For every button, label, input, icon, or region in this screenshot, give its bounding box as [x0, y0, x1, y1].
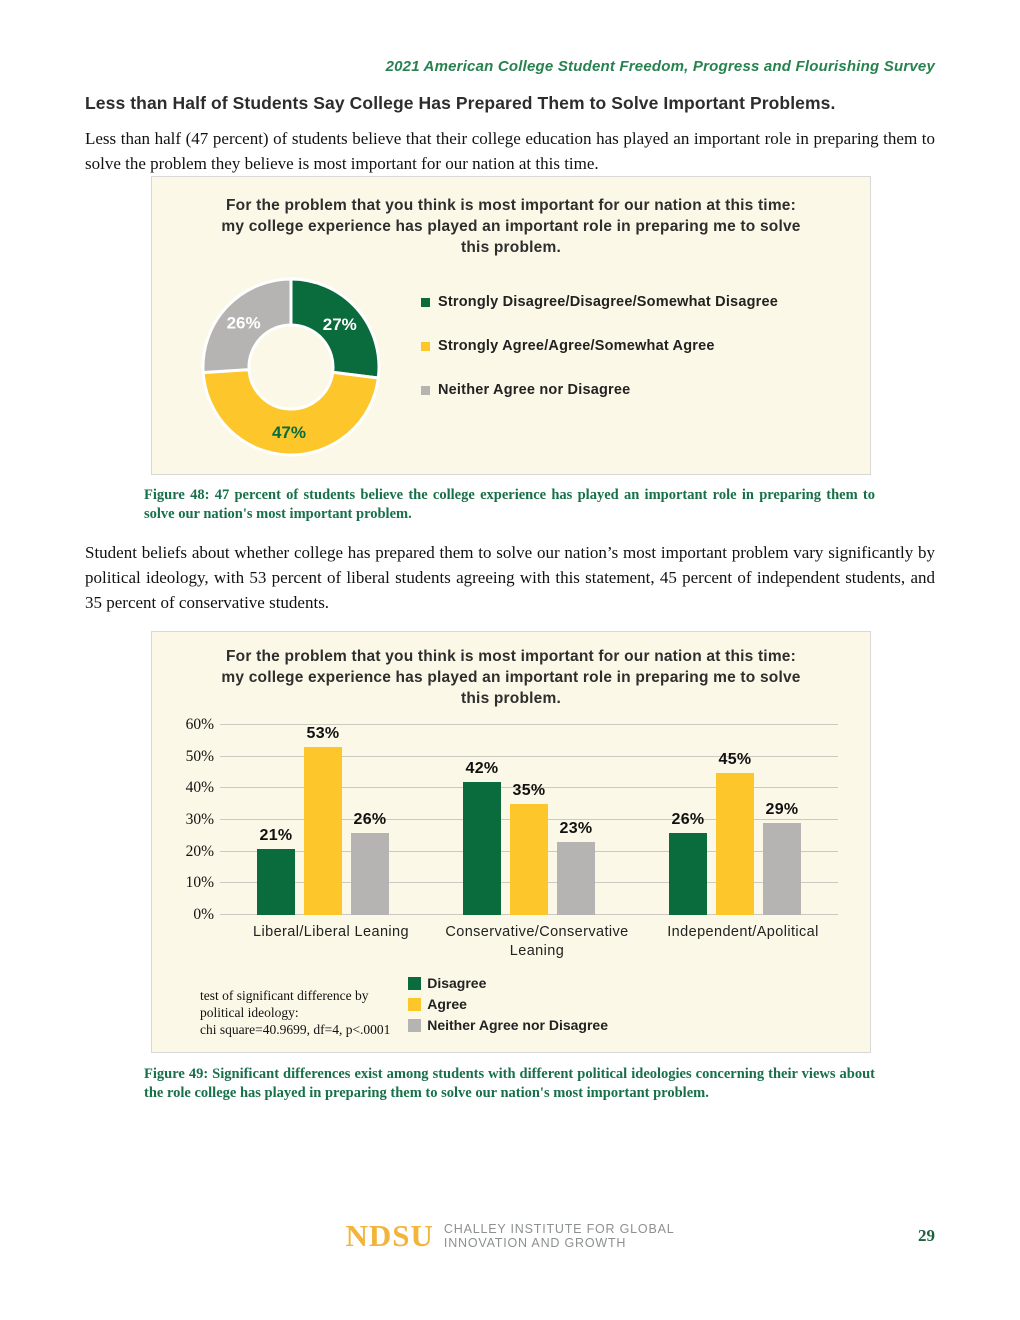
bar-column — [669, 811, 707, 915]
bar — [669, 833, 707, 915]
bar-column — [763, 801, 801, 915]
paragraph-2: Student beliefs about whether college has prepared them to solve our nation’s most important problem vary significantly by political ideology, with 53 percent of liberal students agreeing with this statement, 45 percent of independent students, and 35 percent of conservative students. — [85, 543, 935, 612]
legend-label: Strongly Disagree/Disagree/Somewhat Disagree — [438, 294, 779, 310]
y-axis-tick-label: 0% — [193, 906, 214, 923]
legend-swatch — [421, 342, 430, 351]
bar-chart-footer — [176, 975, 846, 1038]
legend-swatch — [421, 386, 430, 395]
legend-swatch — [408, 977, 421, 990]
donut-legend — [421, 272, 778, 462]
bar — [557, 842, 595, 915]
plot-area — [220, 725, 838, 915]
legend-label: Neither Agree nor Disagree — [427, 1017, 608, 1033]
bar-column — [716, 751, 754, 916]
bar-group — [257, 725, 389, 915]
bar-column — [257, 827, 295, 916]
bar-group — [669, 751, 801, 916]
legend-item — [421, 294, 778, 310]
bar-chart-card — [151, 631, 871, 1053]
y-axis-tick-label: 30% — [185, 811, 214, 828]
legend-swatch — [408, 998, 421, 1011]
legend-label: Disagree — [427, 975, 487, 991]
y-axis-tick-label: 20% — [185, 842, 214, 860]
bar-value-label: 35% — [512, 782, 546, 800]
bar-value-label: 23% — [559, 820, 593, 838]
y-axis-tick-label: 50% — [185, 747, 214, 765]
donut-slice-label: 27% — [322, 315, 357, 335]
bar-value-label: 21% — [259, 826, 293, 844]
section-heading: Less than Half of Students Say College Has Prepared Them to Solve Important Problems. — [85, 93, 836, 113]
bar — [763, 823, 801, 915]
institute-name — [444, 1222, 675, 1250]
bar-value-label: 26% — [353, 810, 387, 828]
bar-legend — [408, 975, 608, 1038]
document-header: 2021 American College Student Freedom, Progress and Flourishing Survey — [385, 58, 935, 75]
bar-value-label: 29% — [765, 801, 799, 819]
donut-slice-label: 47% — [271, 422, 306, 442]
bar-column — [510, 782, 548, 915]
bar-column — [304, 725, 342, 915]
bar-chart-title: For the problem that you think is most important for our nation at this time: my college experience has played an important role in preparing me to solve this problem. — [221, 648, 801, 707]
donut-chart-title: For the problem that you think is most important for our nation at this time: my college experience has played an important role in preparing me to solve this problem. — [221, 197, 801, 256]
bar-group — [463, 760, 595, 915]
donut-chart-card — [151, 176, 871, 475]
bar — [510, 804, 548, 915]
bar — [463, 782, 501, 915]
y-axis-tick-label: 60% — [185, 716, 214, 733]
ndsu-logo: NDSU — [345, 1218, 434, 1253]
x-category-label: Liberal/Liberal Leaning — [253, 924, 409, 940]
legend-label: Strongly Agree/Agree/Somewhat Agree — [438, 338, 715, 354]
x-category-label: Conservative/Conservative Leaning — [445, 924, 629, 959]
bar-column — [351, 811, 389, 915]
stats-note — [200, 987, 408, 1038]
bar-chart — [176, 716, 846, 923]
y-axis-tick-label: 40% — [185, 779, 214, 797]
bar-column — [557, 820, 595, 915]
bar — [716, 773, 754, 916]
x-axis-labels — [228, 923, 846, 961]
institute-line2: INNOVATION AND GROWTH — [443, 1236, 627, 1250]
bar-column — [463, 760, 501, 915]
legend-item — [421, 338, 778, 354]
bar — [304, 747, 342, 915]
legend-item — [421, 382, 778, 398]
y-axis — [176, 716, 220, 923]
legend-swatch — [421, 298, 430, 307]
legend-item — [408, 975, 608, 991]
bar-value-label: 42% — [465, 760, 499, 777]
donut-chart-body — [176, 272, 846, 462]
stats-note-line1: test of significant difference by political ideology: — [200, 988, 369, 1020]
x-category-label: Independent/Apolitical — [667, 924, 819, 940]
legend-item — [408, 996, 608, 1012]
bar — [257, 849, 295, 916]
page-footer — [85, 1218, 935, 1253]
paragraph-1: Less than half (47 percent) of students believe that their college education has played an important role in preparing them to solve the problem they believe is most important for our nation at this time. — [85, 129, 935, 173]
institute-line1: CHALLEY INSTITUTE FOR GLOBAL — [443, 1222, 675, 1236]
bar-value-label: 26% — [671, 810, 705, 828]
page-number: 29 — [918, 1226, 935, 1245]
bar-value-label: 53% — [306, 725, 340, 743]
figure-48-caption: Figure 48: 47 percent of students believe the college experience has played an important role in preparing them to solve our nation's most important problem. — [144, 487, 875, 522]
legend-item — [408, 1017, 608, 1033]
stats-note-line2: chi square=40.9699, df=4, p<.0001 — [200, 1022, 391, 1037]
legend-label: Agree — [427, 996, 467, 1012]
bar-groups — [220, 725, 838, 915]
donut-chart — [196, 272, 386, 462]
figure-49-caption: Figure 49: Significant differences exist among students with different political ideologies concerning their views about the role college has played in preparing them to solve our nation's most important problem. — [144, 1066, 875, 1101]
donut-svg — [196, 272, 386, 462]
legend-swatch — [408, 1019, 421, 1032]
legend-label: Neither Agree nor Disagree — [438, 382, 631, 398]
donut-slice-label: 26% — [226, 313, 261, 333]
bar-value-label: 45% — [718, 750, 752, 768]
bar — [351, 833, 389, 915]
donut-slice — [203, 370, 378, 455]
y-axis-tick-label: 10% — [185, 874, 214, 892]
